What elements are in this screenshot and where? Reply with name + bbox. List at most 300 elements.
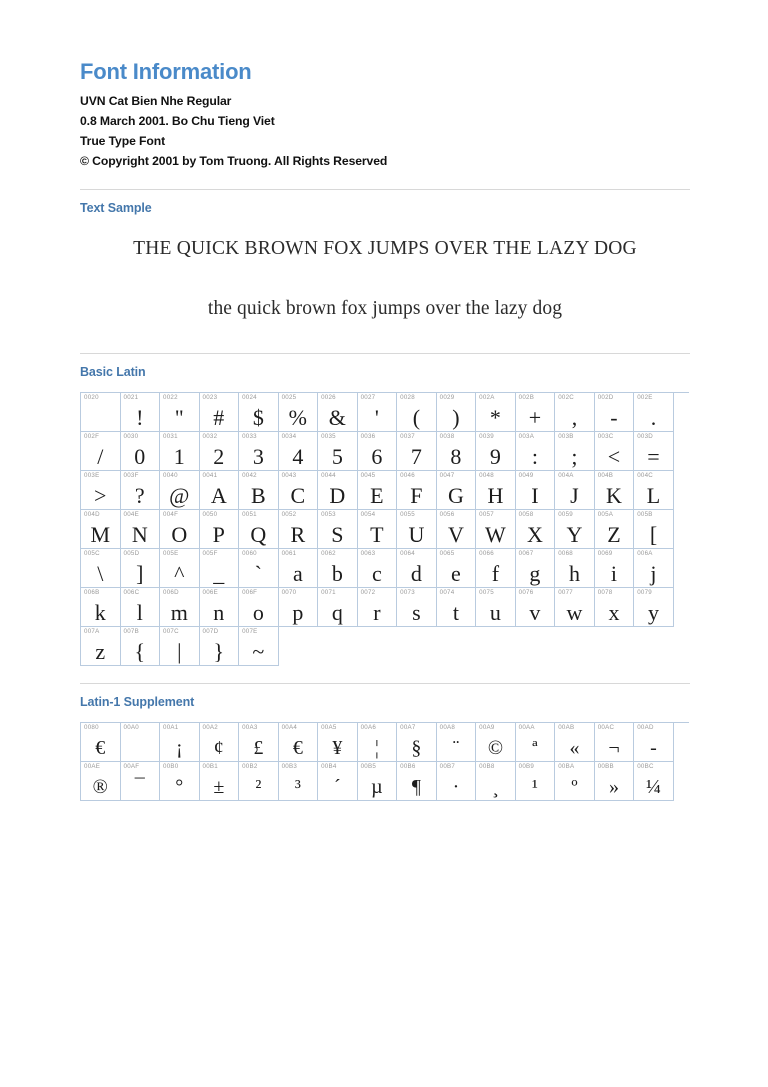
glyph-cell[interactable] (516, 723, 556, 762)
glyph-cell[interactable] (358, 723, 398, 762)
glyph-cell[interactable] (160, 510, 200, 549)
glyph-cell[interactable] (437, 762, 477, 801)
glyph-code-label: 005C (84, 549, 100, 557)
glyph-character: 3 (252, 443, 264, 469)
glyph-cell[interactable] (279, 762, 319, 801)
glyph-cell[interactable] (595, 549, 635, 588)
glyph-cell[interactable] (81, 762, 121, 801)
glyph-cell[interactable] (555, 762, 595, 801)
glyph-cell[interactable] (121, 471, 161, 510)
glyph-cell[interactable] (516, 549, 556, 588)
glyph-cell[interactable] (358, 510, 398, 549)
glyph-cell[interactable] (358, 588, 398, 627)
glyph-character: & (328, 404, 346, 430)
glyph-code-label: 0052 (281, 510, 297, 518)
glyph-character: Y (566, 521, 583, 547)
glyph-cell[interactable] (516, 471, 556, 510)
glyph-code-label: 00AA (518, 723, 535, 731)
glyph-code-label: 0024 (242, 393, 257, 401)
glyph-character: ` (254, 560, 262, 586)
glyph-code-label: 00AF (123, 762, 140, 770)
glyph-cell[interactable] (358, 471, 398, 510)
glyph-cell[interactable] (437, 432, 477, 471)
glyph-cell[interactable] (358, 393, 398, 432)
glyph-cell[interactable] (318, 762, 358, 801)
glyph-code-label: 007D (202, 627, 219, 635)
glyph-cell[interactable] (555, 471, 595, 510)
glyph-code-label: 0077 (558, 588, 573, 596)
glyph-code-label: 0046 (400, 471, 415, 479)
glyph-character: « (569, 736, 580, 759)
glyph-cell[interactable] (121, 432, 161, 471)
glyph-cell[interactable] (160, 762, 200, 801)
glyph-character: U (408, 521, 425, 547)
glyph-cell[interactable] (200, 549, 240, 588)
glyph-cell[interactable] (160, 432, 200, 471)
glyph-character: ° (175, 775, 184, 798)
glyph-character: º (571, 775, 578, 798)
glyph-character: k (94, 599, 106, 625)
glyph-character: _ (213, 560, 225, 586)
glyph-character: · (452, 775, 460, 798)
glyph-cell[interactable] (555, 393, 595, 432)
glyph-character: µ (371, 775, 383, 798)
glyph-code-label: 0021 (123, 393, 139, 401)
glyph-character: g (529, 560, 541, 586)
glyph-code-label: 003C (597, 432, 614, 440)
glyph-cell[interactable] (516, 393, 556, 432)
glyph-code-label: 006A (637, 549, 653, 557)
glyph-cell[interactable] (476, 432, 516, 471)
glyph-character: ² (255, 775, 262, 798)
glyph-character: S (331, 521, 344, 547)
glyph-character: u (489, 599, 501, 625)
glyph-cell[interactable] (397, 432, 437, 471)
glyph-code-label: 0043 (281, 471, 297, 479)
section-basic-latin (80, 353, 690, 666)
glyph-code-label: 0020 (84, 393, 99, 401)
glyph-code-label: 00B0 (163, 762, 179, 770)
glyph-code-label: 0027 (360, 393, 376, 401)
glyph-cell[interactable] (81, 510, 121, 549)
glyph-cell[interactable] (397, 471, 437, 510)
glyph-cell[interactable] (318, 510, 358, 549)
glyph-code-label: 0071 (321, 588, 336, 596)
glyph-code-label: 002E (637, 393, 653, 401)
glyph-code-label: 0034 (281, 432, 297, 440)
glyph-character: D (329, 482, 346, 508)
glyph-cell[interactable] (279, 723, 319, 762)
glyph-cell[interactable] (358, 432, 398, 471)
glyph-code-label: 0044 (321, 471, 336, 479)
glyph-cell[interactable] (397, 549, 437, 588)
sample-lowercase: the quick brown fox jumps over the lazy dog (207, 297, 563, 319)
glyph-character: W (485, 521, 506, 547)
glyph-cell[interactable] (121, 510, 161, 549)
glyph-code-label: 0025 (281, 393, 297, 401)
glyph-character: € (95, 736, 106, 759)
glyph-cell[interactable] (595, 393, 635, 432)
glyph-cell[interactable] (279, 588, 319, 627)
glyph-cell[interactable] (437, 393, 477, 432)
glyph-cell[interactable] (397, 510, 437, 549)
glyph-code-label: 0074 (439, 588, 455, 596)
glyph-character (121, 734, 160, 762)
glyph-code-label: 006D (163, 588, 179, 596)
glyph-character: ¬ (608, 736, 620, 759)
glyph-cell[interactable] (239, 432, 279, 471)
glyph-code-label: 007B (123, 627, 139, 635)
section-divider (80, 189, 690, 190)
glyph-cell[interactable] (121, 549, 161, 588)
glyph-code-label: 006C (123, 588, 140, 596)
glyph-cell[interactable] (476, 762, 516, 801)
glyph-cell[interactable] (634, 510, 674, 549)
glyph-cell[interactable] (437, 723, 477, 762)
glyph-character: E (370, 482, 384, 508)
sample-uppercase: THE QUICK BROWN FOX JUMPS OVER THE LAZY DOG (133, 237, 637, 259)
glyph-code-label: 0031 (163, 432, 178, 440)
glyph-code-label: 00A4 (281, 723, 298, 731)
glyph-cell[interactable] (81, 393, 121, 432)
glyph-cell[interactable] (397, 393, 437, 432)
glyph-code-label: 0023 (202, 393, 218, 401)
glyph-cell[interactable] (279, 471, 319, 510)
glyph-character: V (447, 521, 464, 547)
glyph-character: K (606, 482, 622, 508)
glyph-character: ´ (334, 775, 341, 798)
font-copyright-line: © Copyright 2001 by Tom Truong. All Rights Reserved (80, 154, 388, 169)
glyph-character: [ (649, 521, 658, 547)
glyph-code-label: 00AE (84, 762, 101, 770)
glyph-code-label: 0040 (163, 471, 178, 479)
glyph-cell[interactable] (121, 588, 161, 627)
glyph-cell[interactable] (200, 723, 240, 762)
glyph-cell[interactable] (200, 393, 240, 432)
glyph-cell[interactable] (437, 510, 477, 549)
glyph-character: 6 (371, 443, 383, 469)
glyph-cell[interactable] (476, 471, 516, 510)
glyph-character: x (608, 599, 620, 625)
glyph-character: 1 (173, 443, 185, 469)
glyph-cell[interactable] (318, 723, 358, 762)
glyph-cell[interactable] (160, 627, 200, 666)
glyph-cell[interactable] (318, 588, 358, 627)
glyph-cell[interactable] (555, 723, 595, 762)
section-title-text-sample: Text Sample (80, 200, 152, 215)
glyph-code-label: 00AC (597, 723, 615, 731)
glyph-character: r (373, 599, 381, 625)
glyph-character: ? (134, 482, 145, 508)
glyph-code-label: 0060 (242, 549, 257, 557)
glyph-character: c (371, 560, 382, 586)
glyph-code-label: 0053 (321, 510, 336, 518)
glyph-character: v (529, 599, 541, 625)
glyph-character: + (528, 404, 542, 430)
glyph-character: a (292, 560, 303, 586)
glyph-cell[interactable] (634, 762, 674, 801)
glyph-code-label: 0061 (281, 549, 297, 557)
glyph-code-label: 0072 (360, 588, 376, 596)
glyph-code-label: 0078 (597, 588, 613, 596)
glyph-character: } (213, 638, 225, 664)
glyph-character: ¸ (492, 775, 499, 798)
glyph-code-label: 004B (597, 471, 614, 479)
glyph-character: ~ (252, 638, 265, 664)
glyph-character: ¶ (411, 775, 421, 798)
glyph-code-label: 00AB (558, 723, 575, 731)
glyph-character: 5 (331, 443, 343, 469)
glyph-code-label: 006E (202, 588, 218, 596)
glyph-cell[interactable] (358, 762, 398, 801)
glyph-character: h (568, 560, 580, 586)
glyph-cell[interactable] (200, 510, 240, 549)
glyph-cell[interactable] (437, 549, 477, 588)
glyph-character: ' (374, 404, 379, 430)
glyph-cell[interactable] (595, 432, 635, 471)
glyph-code-label: 0063 (360, 549, 376, 557)
glyph-cell[interactable] (81, 549, 121, 588)
glyph-cell[interactable] (437, 588, 477, 627)
glyph-character: s (412, 599, 421, 625)
glyph-character: 0 (134, 443, 146, 469)
glyph-character: § (411, 736, 422, 759)
glyph-code-label: 0051 (242, 510, 257, 518)
glyph-code-label: 0058 (518, 510, 534, 518)
glyph-cell[interactable] (555, 432, 595, 471)
glyph-code-label: 005E (163, 549, 179, 557)
glyph-cell[interactable] (476, 588, 516, 627)
glyph-code-label: 007E (242, 627, 258, 635)
glyph-character: l (136, 599, 143, 625)
glyph-cell[interactable] (160, 588, 200, 627)
glyph-cell[interactable] (279, 393, 319, 432)
glyph-cell[interactable] (634, 432, 674, 471)
glyph-cell[interactable] (595, 471, 635, 510)
glyph-cell[interactable] (239, 627, 279, 666)
glyph-cell[interactable] (634, 471, 674, 510)
font-version-line: 0.8 March 2001. Bo Chu Tieng Viet (80, 113, 275, 128)
glyph-cell[interactable] (634, 549, 674, 588)
glyph-character: ( (412, 404, 421, 430)
glyph-cell[interactable] (318, 432, 358, 471)
glyph-character: € (292, 736, 303, 759)
section-divider (80, 353, 690, 354)
glyph-cell[interactable] (121, 762, 161, 801)
glyph-cell[interactable] (555, 510, 595, 549)
glyph-code-label: 006B (84, 588, 100, 596)
glyph-code-label: 00AD (637, 723, 654, 731)
glyph-cell[interactable] (81, 723, 121, 762)
glyph-cell[interactable] (318, 393, 358, 432)
glyph-cell[interactable] (634, 393, 674, 432)
glyph-cell[interactable] (516, 762, 556, 801)
glyph-cell[interactable] (239, 510, 279, 549)
glyph-cell[interactable] (121, 393, 161, 432)
glyph-cell[interactable] (81, 627, 121, 666)
glyph-cell[interactable] (160, 393, 200, 432)
glyph-cell[interactable] (358, 549, 398, 588)
glyph-code-label: 0047 (439, 471, 455, 479)
glyph-character: j (650, 560, 657, 586)
glyph-cell[interactable] (476, 549, 516, 588)
glyph-character: @ (169, 482, 190, 508)
glyph-cell[interactable] (200, 588, 240, 627)
glyph-cell[interactable] (437, 471, 477, 510)
glyph-grid-latin1-supplement (80, 722, 689, 801)
glyph-character: - (650, 736, 657, 759)
glyph-character: ¥ (332, 736, 343, 759)
glyph-character: 9 (489, 443, 501, 469)
glyph-code-label: 0068 (558, 549, 573, 557)
glyph-code-label: 0042 (242, 471, 257, 479)
glyph-code-label: 0069 (597, 549, 613, 557)
glyph-cell[interactable] (516, 432, 556, 471)
glyph-character: © (487, 736, 504, 759)
glyph-code-label: 0057 (479, 510, 494, 518)
glyph-code-label: 00BB (597, 762, 614, 770)
glyph-character: 2 (213, 443, 225, 469)
glyph-code-label: 0035 (321, 432, 336, 440)
glyph-code-label: 0079 (637, 588, 652, 596)
glyph-code-label: 00A1 (163, 723, 179, 731)
glyph-cell[interactable] (160, 471, 200, 510)
glyph-code-label: 002F (84, 432, 100, 440)
glyph-character: M (90, 521, 111, 547)
glyph-code-label: 0080 (84, 723, 99, 731)
glyph-cell[interactable] (279, 549, 319, 588)
glyph-character: e (451, 560, 461, 586)
glyph-code-label: 0039 (479, 432, 494, 440)
glyph-character: - (610, 404, 618, 430)
glyph-code-label: 00A5 (321, 723, 337, 731)
glyph-character: . (650, 404, 657, 430)
font-header (80, 58, 690, 172)
glyph-cell[interactable] (476, 723, 516, 762)
glyph-character: G (447, 482, 464, 508)
glyph-cell[interactable] (318, 471, 358, 510)
glyph-code-label: 00B5 (360, 762, 377, 770)
glyph-cell[interactable] (121, 627, 161, 666)
glyph-character: : (531, 443, 538, 469)
glyph-cell[interactable] (516, 510, 556, 549)
glyph-code-label: 004C (637, 471, 654, 479)
glyph-code-label: 007C (163, 627, 179, 635)
glyph-cell[interactable] (595, 762, 635, 801)
glyph-character: ¼ (645, 775, 661, 798)
glyph-code-label: 0065 (439, 549, 455, 557)
glyph-code-label: 003E (84, 471, 100, 479)
glyph-character: p (292, 599, 304, 625)
glyph-cell[interactable] (239, 549, 279, 588)
glyph-code-label: 0070 (281, 588, 297, 596)
glyph-code-label: 0054 (360, 510, 376, 518)
glyph-code-label: 003A (518, 432, 535, 440)
glyph-cell[interactable] (160, 549, 200, 588)
glyph-cell[interactable] (200, 762, 240, 801)
glyph-character: ¨ (452, 736, 460, 759)
glyph-cell[interactable] (318, 549, 358, 588)
glyph-code-label: 0067 (518, 549, 534, 557)
glyph-code-label: 00A9 (479, 723, 495, 731)
glyph-cell[interactable] (160, 723, 200, 762)
glyph-cell[interactable] (81, 588, 121, 627)
glyph-code-label: 0026 (321, 393, 336, 401)
glyph-code-label: 0056 (439, 510, 455, 518)
glyph-cell[interactable] (476, 510, 516, 549)
glyph-code-label: 004E (123, 510, 139, 518)
glyph-code-label: 00A6 (360, 723, 377, 731)
glyph-code-label: 0055 (400, 510, 415, 518)
glyph-cell[interactable] (555, 588, 595, 627)
glyph-cell[interactable] (239, 393, 279, 432)
glyph-cell[interactable] (239, 471, 279, 510)
glyph-code-label: 0032 (202, 432, 218, 440)
glyph-cell[interactable] (239, 723, 279, 762)
glyph-code-label: 005F (202, 549, 218, 557)
glyph-character: \ (97, 560, 104, 586)
glyph-character: C (290, 482, 306, 508)
glyph-cell[interactable] (279, 432, 319, 471)
glyph-cell[interactable] (239, 588, 279, 627)
glyph-character: » (608, 775, 619, 798)
glyph-code-label: 005B (637, 510, 653, 518)
glyph-cell[interactable] (634, 723, 674, 762)
glyph-code-label: 0028 (400, 393, 415, 401)
glyph-character: i (610, 560, 618, 586)
glyph-cell[interactable] (634, 588, 674, 627)
glyph-cell[interactable] (516, 588, 556, 627)
glyph-cell[interactable] (595, 723, 635, 762)
glyph-cell[interactable] (81, 432, 121, 471)
glyph-cell[interactable] (81, 471, 121, 510)
glyph-cell[interactable] (200, 627, 240, 666)
glyph-cell[interactable] (279, 510, 319, 549)
glyph-character: q (331, 599, 343, 625)
glyph-code-label: 00B9 (518, 762, 535, 770)
glyph-cell[interactable] (200, 471, 240, 510)
glyph-cell[interactable] (595, 588, 635, 627)
glyph-character: L (646, 482, 661, 508)
glyph-cell[interactable] (200, 432, 240, 471)
glyph-character: T (370, 521, 384, 547)
font-type-line: True Type Font (80, 134, 166, 149)
glyph-code-label: 00BA (558, 762, 575, 770)
text-sample-block (80, 228, 690, 336)
glyph-character: w (566, 599, 583, 625)
glyph-character: m (170, 599, 188, 625)
glyph-character: { (134, 638, 146, 664)
glyph-cell[interactable] (121, 723, 161, 762)
glyph-cell[interactable] (397, 588, 437, 627)
glyph-code-label: 0041 (202, 471, 218, 479)
glyph-cell[interactable] (595, 510, 635, 549)
glyph-cell[interactable] (239, 762, 279, 801)
section-title-latin1-supplement: Latin-1 Supplement (80, 694, 195, 709)
glyph-character: $ (252, 404, 264, 430)
glyph-code-label: 0030 (123, 432, 139, 440)
glyph-cell[interactable] (397, 762, 437, 801)
page-content (80, 58, 690, 801)
glyph-character: ¯ (134, 775, 145, 798)
glyph-cell[interactable] (555, 549, 595, 588)
glyph-code-label: 0062 (321, 549, 336, 557)
glyph-character: n (213, 599, 225, 625)
glyph-cell[interactable] (476, 393, 516, 432)
glyph-cell[interactable] (397, 723, 437, 762)
glyph-code-label: 002C (558, 393, 574, 401)
glyph-code-label: 0059 (558, 510, 573, 518)
